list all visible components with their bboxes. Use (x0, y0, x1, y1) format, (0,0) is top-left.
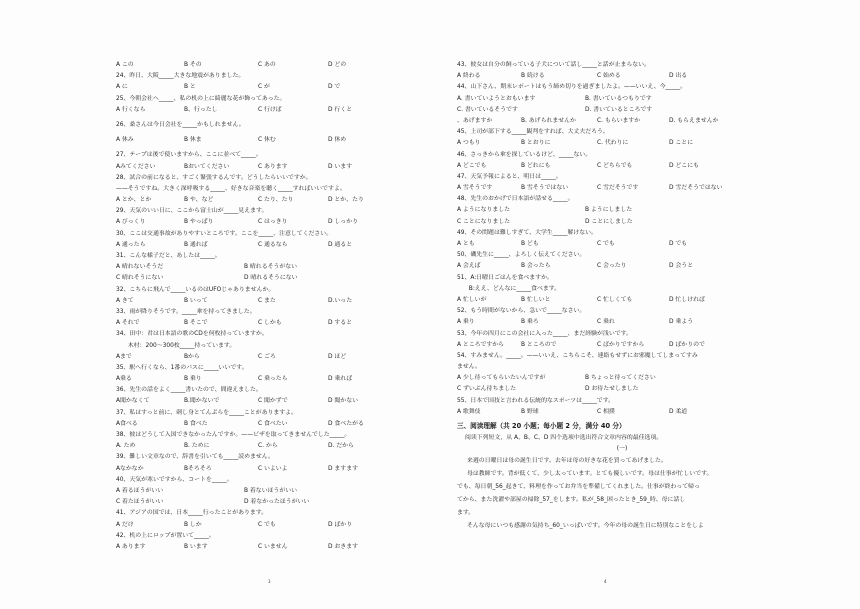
answer-option: B いって (184, 297, 208, 304)
answer-option: D 出る (669, 73, 688, 80)
answer-option: B 会ったら (521, 263, 551, 270)
answer-option: Aなかなか (116, 465, 144, 472)
answer-option: D 雪だそうではない (669, 185, 723, 192)
options-row (457, 161, 787, 172)
answer-option: C たり、たり (258, 197, 294, 204)
options-row (116, 105, 434, 116)
answer-option: D 行くと (328, 106, 353, 113)
answer-option: D ますます (328, 465, 358, 472)
answer-option: 、あげますか (457, 117, 493, 124)
question-line: 38、彼はどうして入国できなかったんですか。——ビザを取ってきませんでした_____。 (116, 432, 351, 438)
answer-option: A とか、とか (116, 197, 152, 204)
options-row (116, 352, 434, 363)
options-row (116, 396, 434, 407)
answer-option: C 忙しくても (597, 296, 633, 303)
answer-option: D います (328, 163, 353, 170)
answer-option: D ほど (328, 353, 347, 360)
answer-option: A 晴れないそうだ (116, 264, 164, 271)
question-line: 51、A:日曜日ごはんを食べますか。 (457, 274, 553, 281)
answer-option: D しっかり (328, 219, 358, 226)
passage-line: でも、毎日朝_56_起きて、料理を作ってお弁当を準備してくれました。仕事が終わって帰っ (457, 484, 700, 491)
options-row (116, 135, 434, 146)
answer-option: B しか (184, 521, 202, 528)
answer-option: B. あげられませんか (521, 117, 576, 124)
answer-option: A 少し待ってもらいたいんですが (457, 375, 546, 382)
answer-option: D 乗よう (669, 319, 694, 326)
question-line: 30、ここは交通事故がありやすいところです。ここを_____、注意してください。 (116, 230, 333, 237)
answer-option: C が (258, 84, 270, 91)
answer-option: B 晴れるそうがない (244, 264, 298, 271)
options-row (457, 217, 787, 228)
answer-option: D 乗れば (328, 376, 353, 383)
options-row (116, 296, 434, 307)
answer-option: A 終わる (457, 73, 481, 80)
answer-option: C 着たほうがいい (116, 499, 164, 506)
answer-option: B やっぱり (184, 219, 214, 226)
question-line: ません。 (457, 364, 481, 371)
answer-option: B 通れば (184, 241, 208, 248)
options-row (457, 317, 787, 328)
answer-option: C 乗れ (597, 319, 615, 326)
options-row (116, 486, 434, 497)
answer-option: A 忙しいが (457, 296, 487, 303)
options-row (457, 205, 787, 216)
answer-option: D 忙しければ (669, 296, 705, 303)
answer-option: D.いった (328, 297, 353, 304)
answer-option: B.聞かないで (184, 398, 220, 405)
answer-option: D ことに (669, 140, 694, 147)
options-row (116, 542, 434, 553)
answer-option: D 会うと (669, 263, 694, 270)
answer-option: A きて (116, 297, 134, 304)
answer-option: C いません (258, 543, 288, 550)
answer-option: C 行けば (258, 106, 282, 113)
question-line: 42、机の上にロップが置いて_____。 (116, 532, 215, 539)
answer-option: C しかも (258, 320, 282, 327)
answer-option: A 休み (116, 137, 134, 144)
answer-option: B 続ける (521, 73, 545, 80)
options-row (116, 162, 434, 173)
answer-option: D. 書いているところです (585, 106, 653, 113)
answer-option: A 雪そうです (457, 185, 493, 192)
question-line: 28、試合の前になると、すごく緊張するんです。どうしたらいいですか。 (116, 174, 312, 181)
answer-option: B ところので (521, 341, 557, 348)
question-line: 53、今年の四月にこの会社に入った_____、まだ経験が浅いです。 (457, 330, 632, 337)
answer-option: C ことになりました (457, 218, 511, 225)
options-row (457, 407, 787, 418)
answer-option: D 着なかったほうがいい (244, 499, 310, 506)
answer-option: B その (184, 62, 202, 68)
answer-option: B や、など (184, 197, 214, 204)
options-row (457, 71, 787, 82)
answer-option: B 雪そうではない (521, 185, 569, 192)
answer-option: C 始める (597, 73, 621, 80)
answer-option: C 相撲 (597, 408, 615, 415)
answer-option: A乗る (116, 376, 132, 383)
answer-option: C. 代わりに (597, 140, 629, 147)
answer-option: B 食べた (184, 420, 208, 427)
answer-option: C あります (258, 163, 288, 170)
answer-option: C はっきり (258, 219, 288, 226)
answer-option: B 着ないほうがいい (244, 487, 298, 494)
options-row (116, 374, 434, 385)
answer-option: D 通ると (328, 241, 353, 248)
options-row (457, 239, 787, 250)
answer-option: A どこでも (457, 162, 487, 169)
options-row (457, 183, 787, 194)
page-number-right: 4 (604, 579, 607, 584)
question-line: 37、私はすっと前に、刺し身とてんぷらを_____ことがありますよ。 (116, 409, 297, 416)
question-line: B:ええ、どんなに_____食べます。 (457, 285, 561, 292)
answer-option: C 通るなら (258, 241, 288, 248)
answer-option: C どちらでも (597, 162, 633, 169)
options-row (116, 262, 434, 273)
answer-option: D どの (328, 62, 347, 68)
answer-option: A ところですから (457, 341, 505, 348)
question-line: 54、すみません。_____。——いいえ、こちらこそ、連絡もせずにお邪魔してしまってすみ (457, 352, 698, 359)
answer-option: C ずいぶん待ちました (457, 386, 517, 393)
answer-option: D 食べたがる (328, 420, 364, 427)
answer-option: A それで (116, 320, 140, 327)
left-column (116, 60, 434, 553)
options-row (457, 261, 787, 272)
section-instruction: 阅读下列短文，从 A、B、C、D 四个选项中选出符合文章内容的最佳选项。 (465, 435, 663, 441)
answer-option: B ようにしました (585, 207, 633, 214)
answer-option: C 晴れそうにない (116, 275, 164, 282)
answer-option: C. から (258, 443, 278, 450)
answer-option: C また (258, 297, 276, 304)
answer-option: B. ために (184, 443, 210, 450)
options-row (116, 217, 434, 228)
question-line: 木村：200〜300枚_____持っています。 (116, 342, 236, 349)
answer-option: B 野球 (521, 408, 539, 415)
question-line: 27、テープは後で使いますから、ここに並べて_____。 (116, 152, 262, 159)
question-line: 35、駅へ行くなら、1番のバスに_____いいです。 (116, 364, 248, 371)
answer-option: D 柔道 (669, 408, 688, 415)
answer-option: B ちょっと待ってください (585, 375, 656, 382)
answer-option: A 歌舞伎 (457, 408, 481, 415)
question-line: 33、雨が降りそうです。_____傘を持ってきました。 (116, 308, 256, 315)
answer-option: C 休む (258, 137, 276, 144)
options-row (457, 295, 787, 306)
question-line: 48、先生のおかげで日本語が話せる_____。 (457, 196, 574, 203)
answer-option: B、行ったし (184, 106, 218, 113)
options-row (116, 195, 434, 206)
answer-option: A とも (457, 241, 475, 247)
question-line: 41、アジアの国では、日本_____行ったことがあります。 (116, 510, 268, 517)
section-title: 三、阅读理解（共 20 小题；每小题 2 分，满分 40 分） (457, 422, 626, 430)
question-line: 50、磯先生に_____、よろしく伝えてください。 (457, 252, 586, 259)
answer-option: D おきます (328, 543, 358, 550)
answer-option: D 休め (328, 137, 347, 144)
right-column (457, 60, 787, 533)
answer-option: D. だから (328, 443, 354, 450)
answer-option: A だけ (116, 521, 134, 528)
answer-option: B とおりに (521, 140, 551, 147)
answer-option: D ことにしました (585, 218, 633, 225)
passage-line: 来週の日曜日は母の誕生日です。去年は母の好きな花を買ってあげました。 (467, 458, 667, 465)
question-line: 47、天気予報によると、明日は_____。 (457, 173, 562, 180)
answer-option: A 行くなら (116, 106, 146, 113)
question-line: 36、先生の話をよく_____書いたので、間違えました。 (116, 387, 262, 394)
answer-option: B います (184, 543, 208, 550)
options-row (457, 384, 787, 395)
answer-option: A ようになりました (457, 207, 511, 214)
answer-option: C ごろ (258, 353, 276, 360)
answer-option: Aみてください (116, 163, 156, 170)
question-line: 44、山下さん、期末レポートはもう締め切りを過ぎましたよ。——いいえ、今_____。 (457, 84, 687, 91)
options-row (457, 94, 787, 105)
answer-option: A食べる (116, 420, 138, 427)
options-row (116, 464, 434, 475)
answer-option: A 会えば (457, 263, 481, 270)
answer-option: D どこにも (669, 162, 699, 169)
question-line: 32、こちらに飛んで_____いるのはUFOじゃありませんか。 (116, 286, 275, 293)
answer-option: C. もらいますか (597, 117, 641, 124)
passage-line: てから、また洗濯や部屋の掃除_57_をします。私が_58_困ったとき_59_時、母に話し (457, 497, 686, 504)
answer-option: D ばかりので (669, 341, 705, 348)
answer-option: B 休ま (184, 137, 202, 144)
options-row (116, 419, 434, 430)
options-row (457, 373, 787, 384)
answer-option: D ばかり (328, 521, 353, 528)
answer-option: C 乗ったら (258, 376, 288, 383)
answer-option: C あの (258, 62, 276, 68)
answer-option: C いよいよ (258, 465, 288, 472)
answer-option: B 乗ろ (521, 319, 539, 326)
passage-line: ます。 (457, 510, 475, 517)
answer-option: C 聞かずで (258, 398, 288, 405)
question-line: 52、もう時間がないから、急いで_____なさい。 (457, 308, 586, 315)
question-line: 31、こんな様子だと、あしたは_____。 (116, 253, 221, 259)
passage-number: (一) (616, 446, 628, 452)
answer-option: C 会ったり (597, 263, 627, 270)
answer-option: A 乗り (457, 319, 475, 326)
answer-option: B 乗り (184, 376, 202, 383)
question-line: 40、天気が寒いですから、コートを_____。 (116, 476, 233, 483)
question-line: 46、さっきから傘を探しているけど、_____ない。 (457, 151, 592, 158)
answer-option: A 着るほうがいい (116, 487, 164, 494)
answer-option: C 食べたい (258, 420, 288, 427)
answer-option: D とか、たり (328, 197, 364, 204)
answer-option: Aまで (116, 353, 132, 360)
answer-option: A聞かなくて (116, 398, 150, 405)
answer-option: A つもり (457, 140, 481, 147)
answer-option: D で (328, 84, 341, 91)
question-line: 39、難しい文章なので、辞書を引いても_____読めません。 (116, 454, 274, 461)
question-line: 24、昨日、大阪_____大きな地震がありました。 (116, 73, 245, 80)
question-line: 26、桑さんは今日会社を_____かもしれません。 (116, 121, 245, 128)
options-row (457, 105, 787, 116)
options-row (116, 318, 434, 329)
options-row (457, 138, 787, 149)
answer-option: B 忙しいと (521, 296, 551, 303)
answer-option: C でも (597, 241, 615, 247)
options-row (457, 116, 787, 127)
options-row (116, 520, 434, 531)
question-line: 49、その問題は難しすぎて、大学生_____解けない。 (457, 229, 597, 236)
question-line: 29、天気のいい日に、ここから富士山が_____見えます。 (116, 208, 268, 215)
answer-option: A あります (116, 543, 146, 550)
answer-option: B そこで (184, 320, 208, 327)
answer-option: B ども (521, 241, 539, 247)
answer-option: B どれにも (521, 162, 551, 169)
answer-option: D 聞かない (328, 398, 358, 405)
passage-line: そんな母にいつも感謝の気持ち_60_いっぱいです。今年の母の誕生日に特別なことをしよ (467, 523, 704, 530)
page-number-left: 3 (268, 579, 271, 584)
passage-line: 母は教師です。背が低くて、少し太っています。とても優しいです。母は仕事が忙しいです。 (467, 471, 713, 478)
answer-option: C. 書いているそうです (457, 106, 518, 113)
options-row (116, 60, 434, 71)
answer-option: A. 書いていようとおもいます (457, 95, 536, 102)
question-line: 45、上司が部下する_____観判をすれば、大丈夫だろう。 (457, 129, 609, 136)
question-line: ——そうですね。大きく深呼吸する_____、好きな音楽を聴く_____すればいいですよ。 (116, 185, 346, 192)
answer-option: C でも (258, 521, 276, 528)
question-line: 43、彼女は自分の飼っている子犬について話し_____と話が止まらない。 (457, 62, 650, 68)
question-line: 34、田中：君は日本語の歌のCDを何枚持っていますか。 (116, 331, 268, 338)
answer-option: A この (116, 62, 134, 68)
answer-option: D すると (328, 320, 353, 327)
answer-option: B と (184, 84, 196, 91)
options-row (116, 441, 434, 452)
answer-option: D でも (669, 241, 688, 247)
answer-option: Bそろそろ (184, 465, 212, 472)
question-line: 55、日本で国技と言われる伝統的なスポーツは_____です。 (457, 397, 614, 404)
options-row (116, 497, 434, 508)
answer-option: A. ため (116, 443, 136, 450)
options-row (116, 273, 434, 284)
options-row (457, 340, 787, 351)
answer-option: D 晴れるそうにない (244, 275, 298, 282)
answer-option: C ばかりですから (597, 341, 645, 348)
options-row (116, 82, 434, 93)
answer-option: Bおいてください (184, 163, 230, 170)
answer-option: B. 書いているつもりです (585, 95, 652, 102)
answer-option: D お待たせしました (585, 386, 639, 393)
answer-option: D. もらえませんか (669, 117, 719, 124)
answer-option: A 通ったら (116, 241, 146, 248)
answer-option: C 雪だそうです (597, 185, 639, 192)
answer-option: A びっくり (116, 219, 146, 226)
question-line: 25、今朝会社へ_____、私の机の上に綺麗な花が飾ってあった。 (116, 95, 286, 102)
answer-option: Bから (184, 353, 200, 360)
answer-option: A に (116, 84, 128, 91)
options-row (116, 240, 434, 251)
